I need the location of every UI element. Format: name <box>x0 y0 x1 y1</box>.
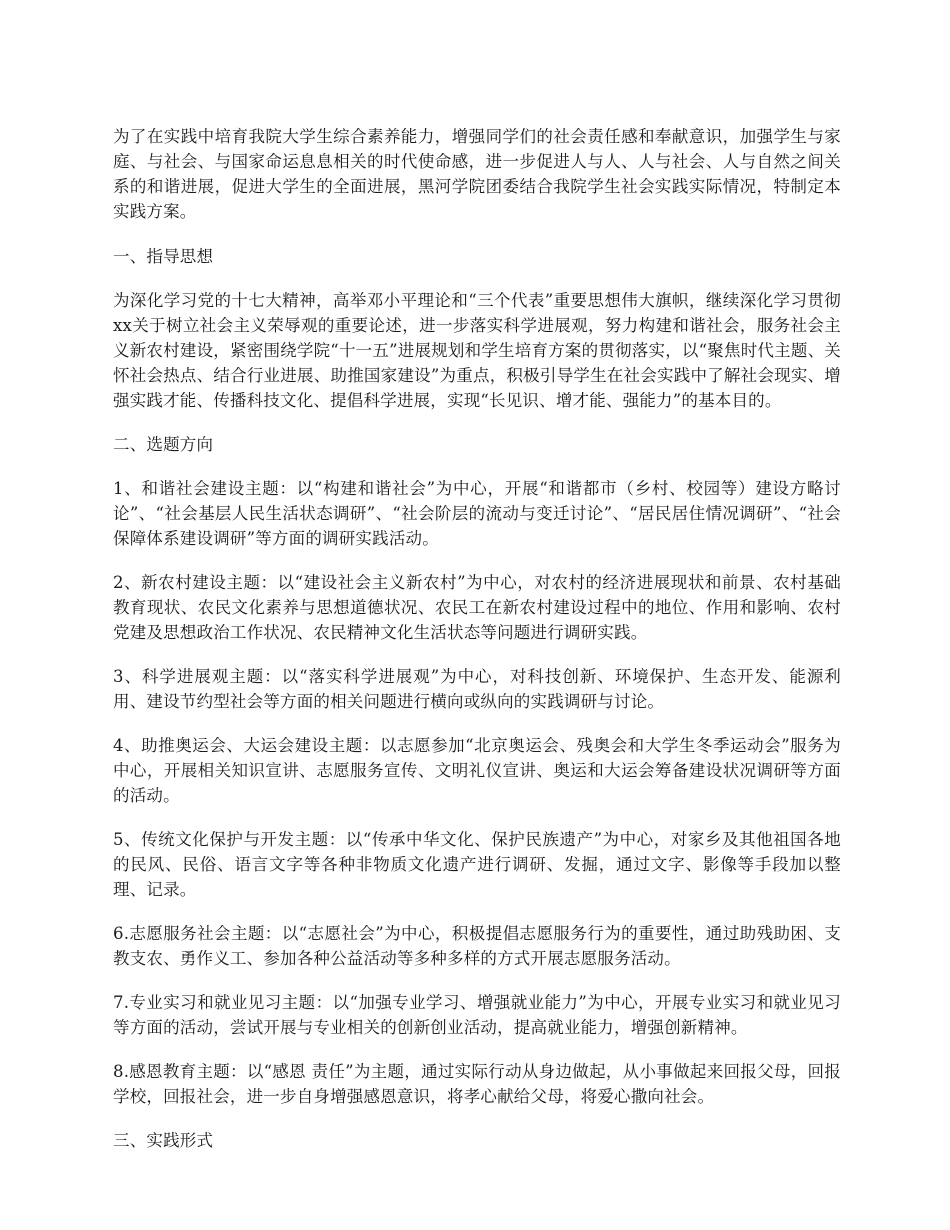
topic-item-3: 3、科学进展观主题：以“落实科学进展观”为中心，对科技创新、环境保护、生态开发、能源利用、建设节约型社会等方面的相关问题进行横向或纵向的实践调研与讨论。 <box>113 667 841 711</box>
intro-paragraph: 为了在实践中培育我院大学生综合素养能力，增强同学们的社会责任感和奉献意识，加强学生与家庭、与社会、与国家命运息息相关的时代使命感，进一步促进人与人、人与社会、人与自然之间关系的和谐进展，促进大学生的全面进展，黑河学院团委结合我院学生社会实践实际情况，特制定本实践方案。 <box>113 127 841 221</box>
topic-item-6: 6.志愿服务社会主题：以“志愿社会”为中心，积极提倡志愿服务行为的重要性，通过助残助困、支教支农、勇作义工、参加各种公益活动等多种多样的方式开展志愿服务活动。 <box>113 924 841 968</box>
guiding-thought-paragraph: 为深化学习党的十七大精神，高举邓小平理论和“三个代表”重要思想伟大旗帜，继续深化学习贯彻xx关于树立社会主义荣辱观的重要论述，进一步落实科学进展观，努力构建和谐社会，服务社会主义新农村建设，紧密围绕学院“十一五”进展规划和学生培育方案的贯彻落实，以“聚焦时代主题、关怀社会热点、结合行业进展、助推国家建设”为重点，积极引导学生在社会实践中了解社会现实、增强实践才能、传播科技文化、提倡科学进展，实现“长见识、增才能、强能力”的基本目的。 <box>113 291 841 410</box>
topic-item-8: 8.感恩教育主题：以“感恩 责任”为主题，通过实际行动从身边做起，从小事做起来回报父母，回报学校，回报社会，进一步自身增强感恩意识，将孝心献给父母，将爱心撒向社会。 <box>113 1062 841 1106</box>
topic-item-4: 4、助推奥运会、大运会建设主题：以志愿参加“北京奥运会、残奥会和大学生冬季运动会”服务为中心，开展相关知识宣讲、志愿服务宣传、文明礼仪宣讲、奥运和大运会筹备建设状况调研等方面的活动。 <box>113 736 841 805</box>
section-heading-topic-direction: 二、选题方向 <box>113 435 214 454</box>
section-heading-guiding-thought: 一、指导思想 <box>113 247 214 266</box>
document-page <box>113 124 841 1172</box>
topic-item-7: 7.专业实习和就业见习主题：以“加强专业学习、增强就业能力”为中心，开展专业实习和就业见习等方面的活动，尝试开展与专业相关的创新创业活动，提高就业能力，增强创新精神。 <box>113 993 841 1037</box>
topic-item-5: 5、传统文化保护与开发主题：以“传承中华文化、保护民族遗产”为中心，对家乡及其他祖国各地的民风、民俗、语言文字等各种非物质文化遗产进行调研、发掘，通过文字、影像等手段加以整理、记录。 <box>113 830 841 899</box>
section-heading-practice-form: 三、实践形式 <box>113 1131 214 1150</box>
topic-item-2: 2、新农村建设主题：以“建设社会主义新农村”为中心，对农村的经济进展现状和前景、农村基础教育现状、农民文化素养与思想道德状况、农民工在新农村建设过程中的地位、作用和影响、农村党建及思想政治工作状况、农民精神文化生活状态等问题进行调研实践。 <box>113 573 841 642</box>
topic-item-1: 1、和谐社会建设主题：以“构建和谐社会”为中心，开展“和谐都市（乡村、校园等）建设方略讨论”、“社会基层人民生活状态调研”、“社会阶层的流动与变迁讨论”、“居民居住情况调研”、“社会保障体系建设调研”等方面的调研实践活动。 <box>113 479 841 548</box>
